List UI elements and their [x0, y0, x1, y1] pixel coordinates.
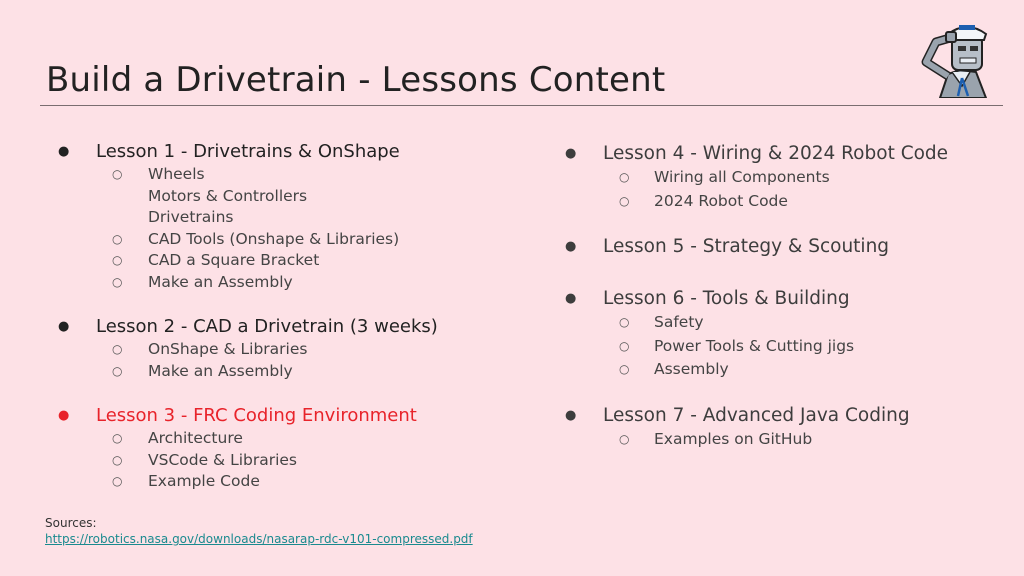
list-item-continuation: Drivetrains	[148, 208, 234, 226]
spacer	[565, 213, 1005, 235]
list-item-text: Make an Assembly	[148, 272, 293, 291]
lesson-6	[565, 287, 1005, 382]
list-item-text: Wheels	[148, 165, 205, 183]
list-item-text: CAD a Square Bracket	[148, 251, 320, 269]
sub-bullet-icon: ○	[619, 362, 630, 376]
list-item-text: Example Code	[148, 472, 260, 490]
list-item-text: VSCode & Libraries	[148, 450, 298, 469]
lesson-title-text: Lesson 6 - Tools & Building	[603, 288, 850, 309]
sub-bullet-icon: ○	[619, 170, 630, 184]
list-item-continuation: Motors & Controllers	[148, 186, 308, 205]
list-item	[58, 164, 528, 186]
list-item-text: Assembly	[654, 360, 729, 378]
title-divider	[40, 105, 1003, 106]
spacer	[565, 382, 1005, 404]
list-item	[58, 428, 528, 450]
lesson-title-text: Lesson 7 - Advanced Java Coding	[603, 404, 910, 426]
lesson-7	[565, 404, 1005, 452]
lesson-items	[58, 428, 528, 493]
list-item	[58, 450, 528, 472]
sub-bullet-icon: ○	[112, 342, 123, 356]
spacer	[58, 382, 528, 404]
list-item-text: 2024 Robot Code	[654, 191, 788, 210]
list-item-text: Power Tools & Cutting jigs	[654, 336, 855, 355]
sub-bullet-icon: ○	[112, 253, 123, 267]
lesson-items	[58, 339, 528, 382]
sources-link[interactable]: https://robotics.nasa.gov/downloads/nasarap-rdc-v101-compressed.pdf	[45, 532, 473, 546]
sub-bullet-icon: ○	[112, 274, 123, 289]
list-item	[58, 229, 528, 251]
list-item	[565, 428, 1005, 452]
sub-bullet-icon: ○	[112, 231, 123, 246]
list-item	[565, 311, 1005, 335]
lesson-items	[565, 311, 1005, 382]
sources	[45, 515, 473, 547]
lesson-items	[58, 164, 528, 293]
list-item	[58, 339, 528, 361]
list-item	[58, 361, 528, 383]
list-item	[565, 335, 1005, 359]
list-item	[565, 358, 1005, 382]
sub-bullet-icon: ○	[619, 193, 630, 208]
slide-title: Build a Drivetrain - Lessons Content	[46, 60, 666, 100]
lesson-title	[58, 315, 528, 339]
lesson-1	[58, 140, 528, 293]
bullet-icon: ●	[58, 144, 70, 159]
left-column	[58, 140, 528, 493]
list-item-text: Make an Assembly	[148, 361, 293, 380]
lesson-title-text: Lesson 5 - Strategy & Scouting	[603, 236, 890, 257]
list-item	[58, 471, 528, 493]
lesson-2	[58, 315, 528, 382]
list-item-text: CAD Tools (Onshape & Libraries)	[148, 229, 400, 248]
lesson-3	[58, 404, 528, 493]
lesson-5	[565, 235, 1005, 259]
lesson-items	[565, 428, 1005, 452]
sub-bullet-icon: ○	[112, 363, 123, 378]
spacer	[58, 293, 528, 315]
list-item-text: Safety	[654, 313, 704, 331]
bullet-icon: ●	[565, 407, 577, 423]
spacer	[565, 259, 1005, 287]
sub-bullet-icon: ○	[112, 452, 123, 467]
lesson-title	[565, 235, 1005, 259]
sub-bullet-icon: ○	[112, 474, 123, 488]
list-item	[58, 250, 528, 272]
sub-bullet-icon: ○	[112, 431, 123, 445]
lesson-title-text: Lesson 2 - CAD a Drivetrain (3 weeks)	[96, 316, 438, 337]
lesson-title	[565, 142, 1005, 166]
saluting-robot-icon	[918, 16, 1002, 98]
lesson-title	[565, 404, 1005, 428]
sources-label: Sources:	[45, 516, 97, 530]
list-item-text: Architecture	[148, 429, 243, 447]
right-column	[565, 142, 1005, 451]
lesson-4	[565, 142, 1005, 213]
sub-bullet-icon: ○	[619, 315, 630, 329]
lesson-title	[58, 140, 528, 164]
list-item-text: OnShape & Libraries	[148, 340, 308, 358]
list-item-text: Examples on GitHub	[654, 429, 813, 448]
lesson-title-text: Lesson 4 - Wiring & 2024 Robot Code	[603, 143, 949, 164]
bullet-icon: ●	[565, 291, 577, 306]
list-item	[565, 190, 1005, 214]
sub-bullet-icon: ○	[619, 338, 630, 353]
bullet-icon: ●	[565, 239, 577, 254]
lesson-title-text: Lesson 3 - FRC Coding Environment	[96, 405, 417, 426]
list-item	[58, 272, 528, 294]
bullet-icon: ●	[58, 319, 70, 334]
lesson-title-highlighted	[58, 404, 528, 428]
bullet-icon: ●	[58, 408, 70, 423]
lesson-items	[565, 166, 1005, 213]
lesson-title-text: Lesson 1 - Drivetrains & OnShape	[96, 141, 400, 162]
sub-bullet-icon: ○	[112, 167, 123, 181]
bullet-icon: ●	[565, 146, 577, 161]
list-item-text: Wiring all Components	[654, 168, 830, 186]
list-item	[565, 166, 1005, 190]
lesson-title	[565, 287, 1005, 311]
sub-bullet-icon: ○	[619, 431, 630, 446]
